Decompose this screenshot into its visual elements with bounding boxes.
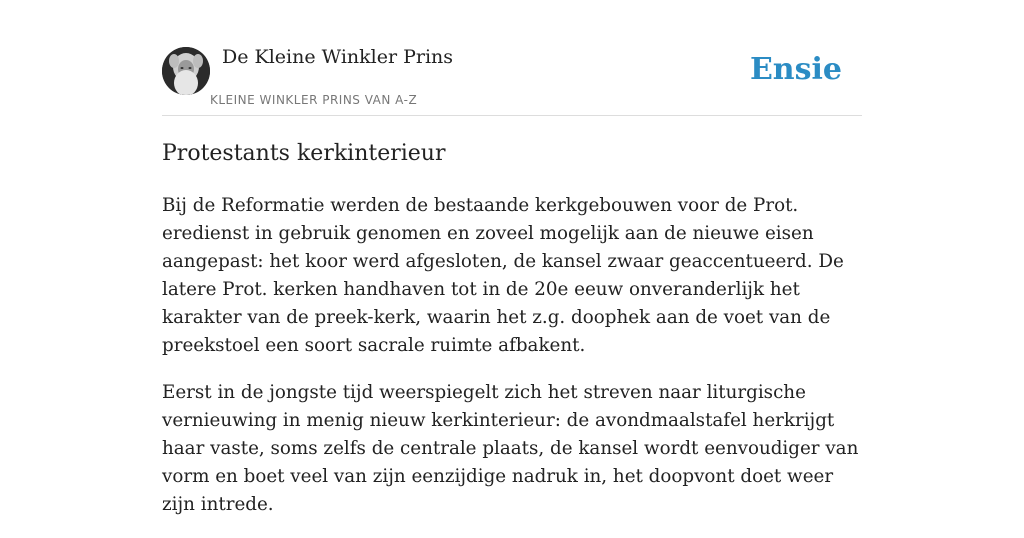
author-portrait-icon xyxy=(162,47,210,95)
article-paragraph: Eerst in de jongste tijd weerspiegelt zich het streven naar liturgische vernieuwing in menig nieuw kerkinterieur: de avondmaalstafel herkrijgt haar vaste, soms zelfs de centrale plaats, de kansel wordt eenvoudiger van vorm en boet veel van zijn eenzijdige nadruk in, het doopvont doet weer zijn intrede. xyxy=(162,382,859,515)
article-title: Protestants kerkinterieur xyxy=(162,141,446,166)
source-label[interactable]: KLEINE WINKLER PRINS VAN A-Z xyxy=(210,93,418,107)
article-page xyxy=(162,0,862,515)
article-paragraph: Bij de Reformatie werden de bestaande kerkgebouwen voor de Prot. eredienst in gebruik genomen en zoveel mogelijk aan de nieuwe eisen aangepast: het koor werd afgesloten, de kansel zwaar geaccentueerd. De latere Prot. kerken handhaven tot in de 20e eeuw onveranderlijk het karakter van de preek-kerk, waarin het z.g. doophek aan de voet van de preekstoel een soort sacrale ruimte afbakent. xyxy=(162,195,844,356)
author-avatar[interactable] xyxy=(162,47,210,95)
author-name[interactable]: De Kleine Winkler Prins xyxy=(222,46,454,68)
brand-logo[interactable]: Ensie xyxy=(749,52,842,87)
article-body xyxy=(162,192,862,538)
article-header xyxy=(162,0,862,116)
